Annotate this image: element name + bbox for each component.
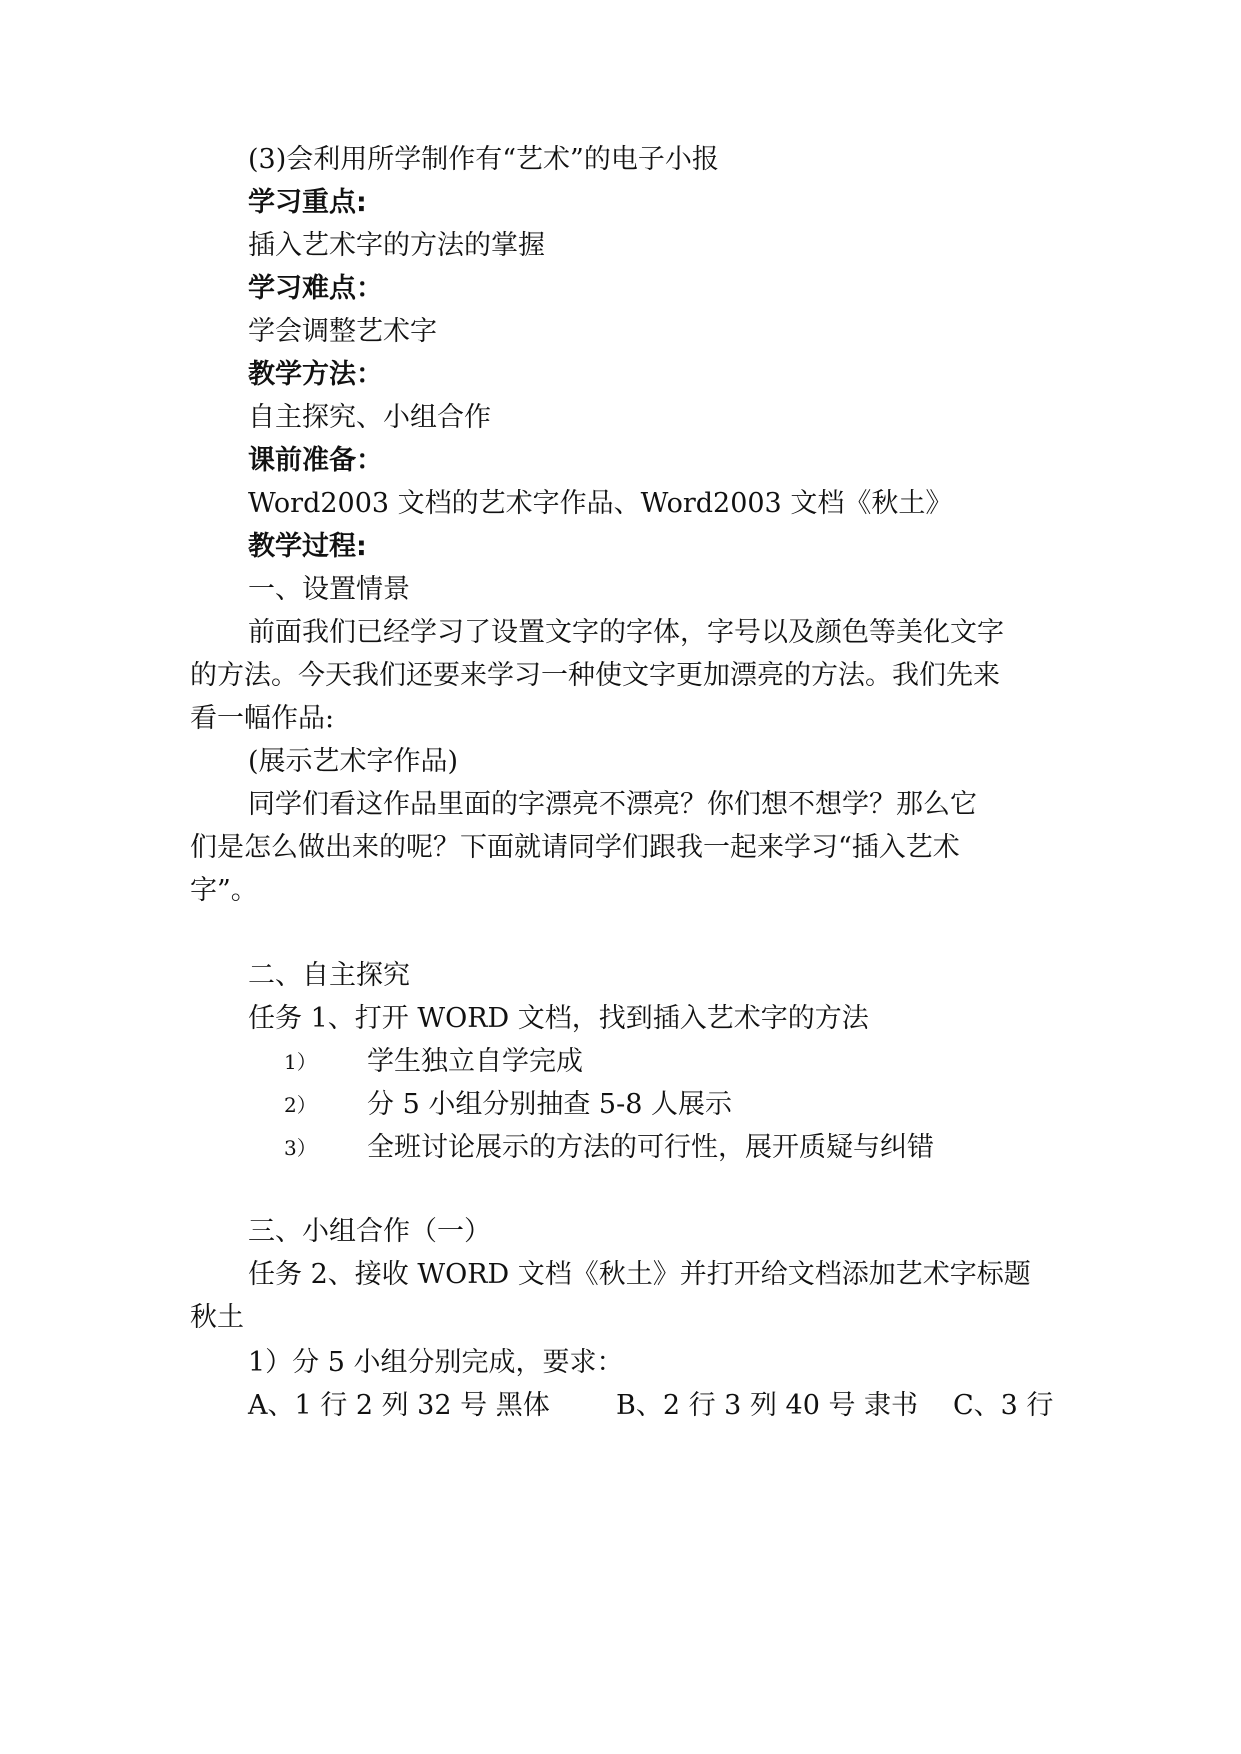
key-points-heading: 学习重点: xyxy=(248,187,367,218)
difficulties-heading: 学习难点： xyxy=(248,273,383,304)
step-2-number: 2） xyxy=(284,1093,317,1117)
step-3-number: 3） xyxy=(284,1136,317,1160)
option-c: C、3 行 xyxy=(953,1390,1054,1421)
section2-task: 任务 1、打开 WORD 文档，找到插入艺术字的方法 xyxy=(248,1003,869,1034)
section1-para1-line3: 看一幅作品: xyxy=(190,703,335,734)
section1-para2-line1: 同学们看这作品里面的字漂亮不漂亮？你们想不想学？那么它 xyxy=(248,789,977,820)
methods-text: 自主探究、小组合作 xyxy=(248,402,491,433)
step-1-text: 学生独立自学完成 xyxy=(367,1046,583,1077)
section3-task-line1: 任务 2、接收 WORD 文档《秋土》并打开给文档添加艺术字标题 xyxy=(248,1259,1031,1290)
section1-para2-line3: 字”。 xyxy=(190,875,258,906)
option-a: A、1 行 2 列 32 号 黑体 xyxy=(248,1390,550,1421)
section1-para1-line1: 前面我们已经学习了设置文字的字体，字号以及颜色等美化文字 xyxy=(248,617,1004,648)
step-3-text: 全班讨论展示的方法的可行性，展开质疑与纠错 xyxy=(367,1132,934,1163)
section3-title: 三、小组合作（一） xyxy=(248,1216,491,1247)
preparation-heading: 课前准备： xyxy=(248,445,383,476)
section2-title: 二、自主探究 xyxy=(248,960,410,991)
difficulties-text: 学会调整艺术字 xyxy=(248,316,437,347)
section1-para2-line2: 们是怎么做出来的呢？下面就请同学们跟我一起来学习“插入艺术 xyxy=(190,832,960,863)
key-points-text: 插入艺术字的方法的掌握 xyxy=(248,230,545,261)
section1-note: (展示艺术字作品) xyxy=(248,746,459,777)
step-1-number: 1） xyxy=(284,1050,317,1074)
process-heading: 教学过程: xyxy=(248,531,367,562)
methods-heading: 教学方法： xyxy=(248,359,383,390)
section3-requirement: 1）分 5 小组分别完成，要求： xyxy=(248,1347,624,1378)
section3-task-line2: 秋土 xyxy=(190,1302,244,1333)
section1-para1-line2: 的方法。今天我们还要来学习一种使文字更加漂亮的方法。我们先来 xyxy=(190,660,1000,691)
option-b: B、2 行 3 列 40 号 隶书 xyxy=(616,1390,919,1421)
step-2-text: 分 5 小组分别抽查 5-8 人展示 xyxy=(367,1089,732,1120)
objective-item-3: (3)会利用所学制作有“艺术”的电子小报 xyxy=(248,144,719,175)
section1-title: 一、设置情景 xyxy=(248,574,410,605)
preparation-text: Word2003 文档的艺术字作品、Word2003 文档《秋土》 xyxy=(248,488,953,519)
